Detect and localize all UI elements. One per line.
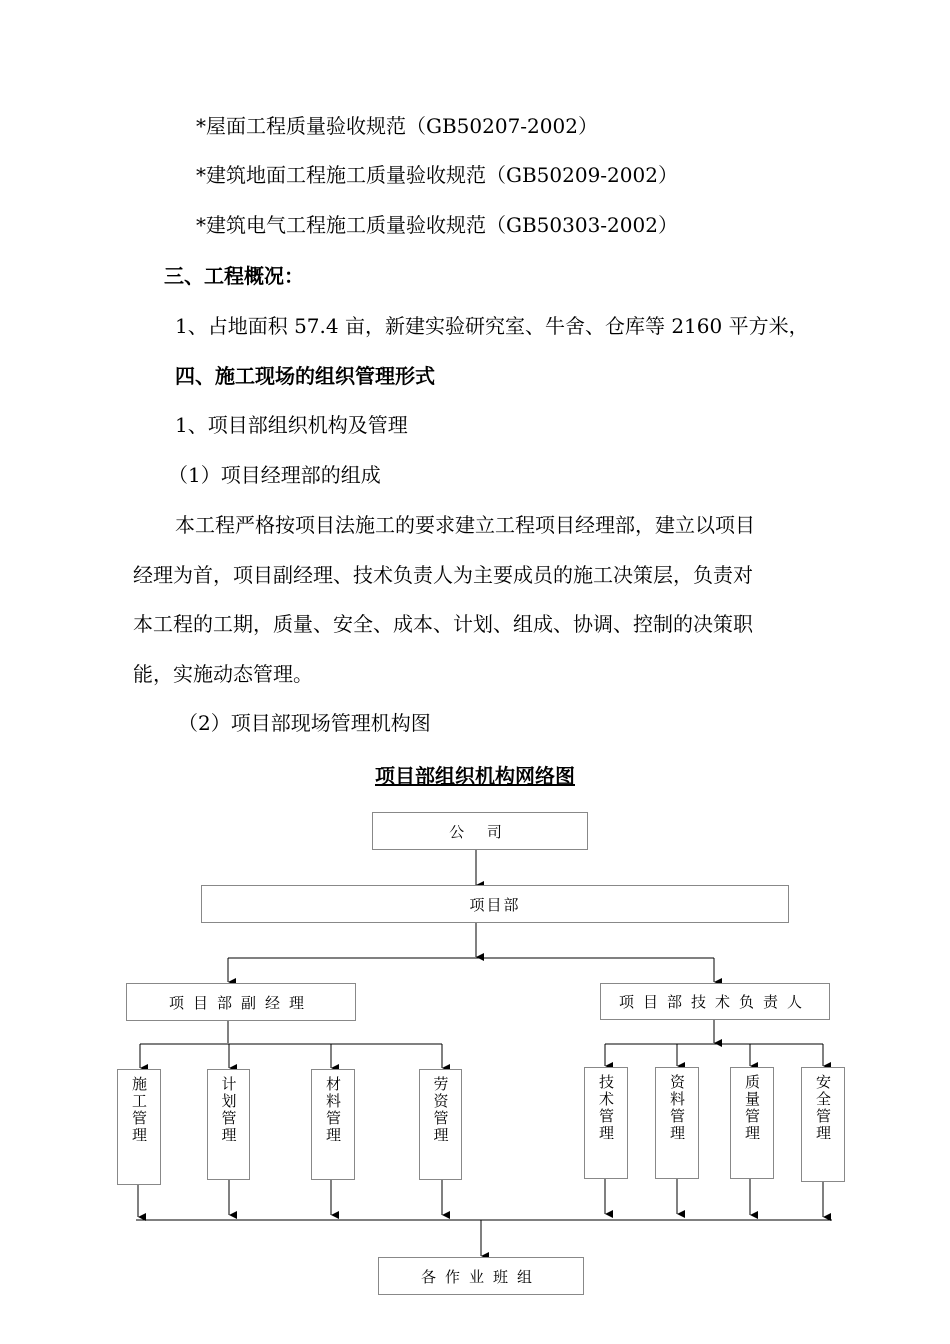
unit-materials-mgmt <box>311 1069 355 1180</box>
subsection-1: 1、项目部组织机构及管理 <box>175 413 408 437</box>
paragraph-line-1: 本工程严格按项目法施工的要求建立工程项目经理部，建立以项目 <box>175 513 755 537</box>
technical-lead-box: 项目部技术负责人 <box>600 983 830 1020</box>
unit-label: 劳资管理 <box>431 1076 450 1144</box>
overview-text: 1、占地面积 57.4 亩，新建实验研究室、牛舍、仓库等 2160 平方米， <box>175 314 809 338</box>
unit-technical-mgmt <box>584 1067 628 1179</box>
unit-quality-mgmt <box>730 1067 774 1179</box>
unit-label: 计划管理 <box>219 1076 238 1144</box>
standard-electrical: *建筑电气工程施工质量验收规范（GB50303-2002） <box>196 213 678 237</box>
subsection-1-2: （2）项目部现场管理机构图 <box>178 711 431 735</box>
unit-label: 安全管理 <box>814 1074 832 1142</box>
work-teams-box: 各作业班组 <box>378 1257 584 1295</box>
unit-labor-mgmt <box>419 1069 462 1180</box>
company-box: 公 司 <box>372 812 588 850</box>
unit-label: 质量管理 <box>743 1074 761 1142</box>
paragraph-line-2: 经理为首，项目副经理、技术负责人为主要成员的施工决策层，负责对 <box>133 563 753 587</box>
section-4-heading: 四、施工现场的组织管理形式 <box>175 364 435 388</box>
org-chart-title: 项目部组织机构网络图 <box>375 764 575 788</box>
unit-construction-mgmt <box>117 1069 161 1185</box>
deputy-manager-box: 项目部副经理 <box>126 983 356 1021</box>
unit-safety-mgmt <box>801 1067 845 1182</box>
unit-label: 施工管理 <box>130 1076 148 1144</box>
subsection-1-1: （1）项目经理部的组成 <box>168 463 381 487</box>
unit-label: 技术管理 <box>597 1074 615 1142</box>
standard-ground: *建筑地面工程施工质量验收规范（GB50209-2002） <box>196 163 678 187</box>
unit-label: 资料管理 <box>668 1074 686 1142</box>
standard-roofing: *屋面工程质量验收规范（GB50207-2002） <box>196 114 598 138</box>
paragraph-line-4: 能，实施动态管理。 <box>133 662 313 686</box>
unit-label: 材料管理 <box>324 1076 342 1144</box>
paragraph-line-3: 本工程的工期，质量、安全、成本、计划、组成、协调、控制的决策职 <box>133 612 753 636</box>
unit-planning-mgmt <box>207 1069 250 1180</box>
project-dept-box: 项目部 <box>201 885 789 923</box>
unit-documents-mgmt <box>655 1067 699 1179</box>
section-3-heading: 三、工程概况： <box>164 264 304 288</box>
